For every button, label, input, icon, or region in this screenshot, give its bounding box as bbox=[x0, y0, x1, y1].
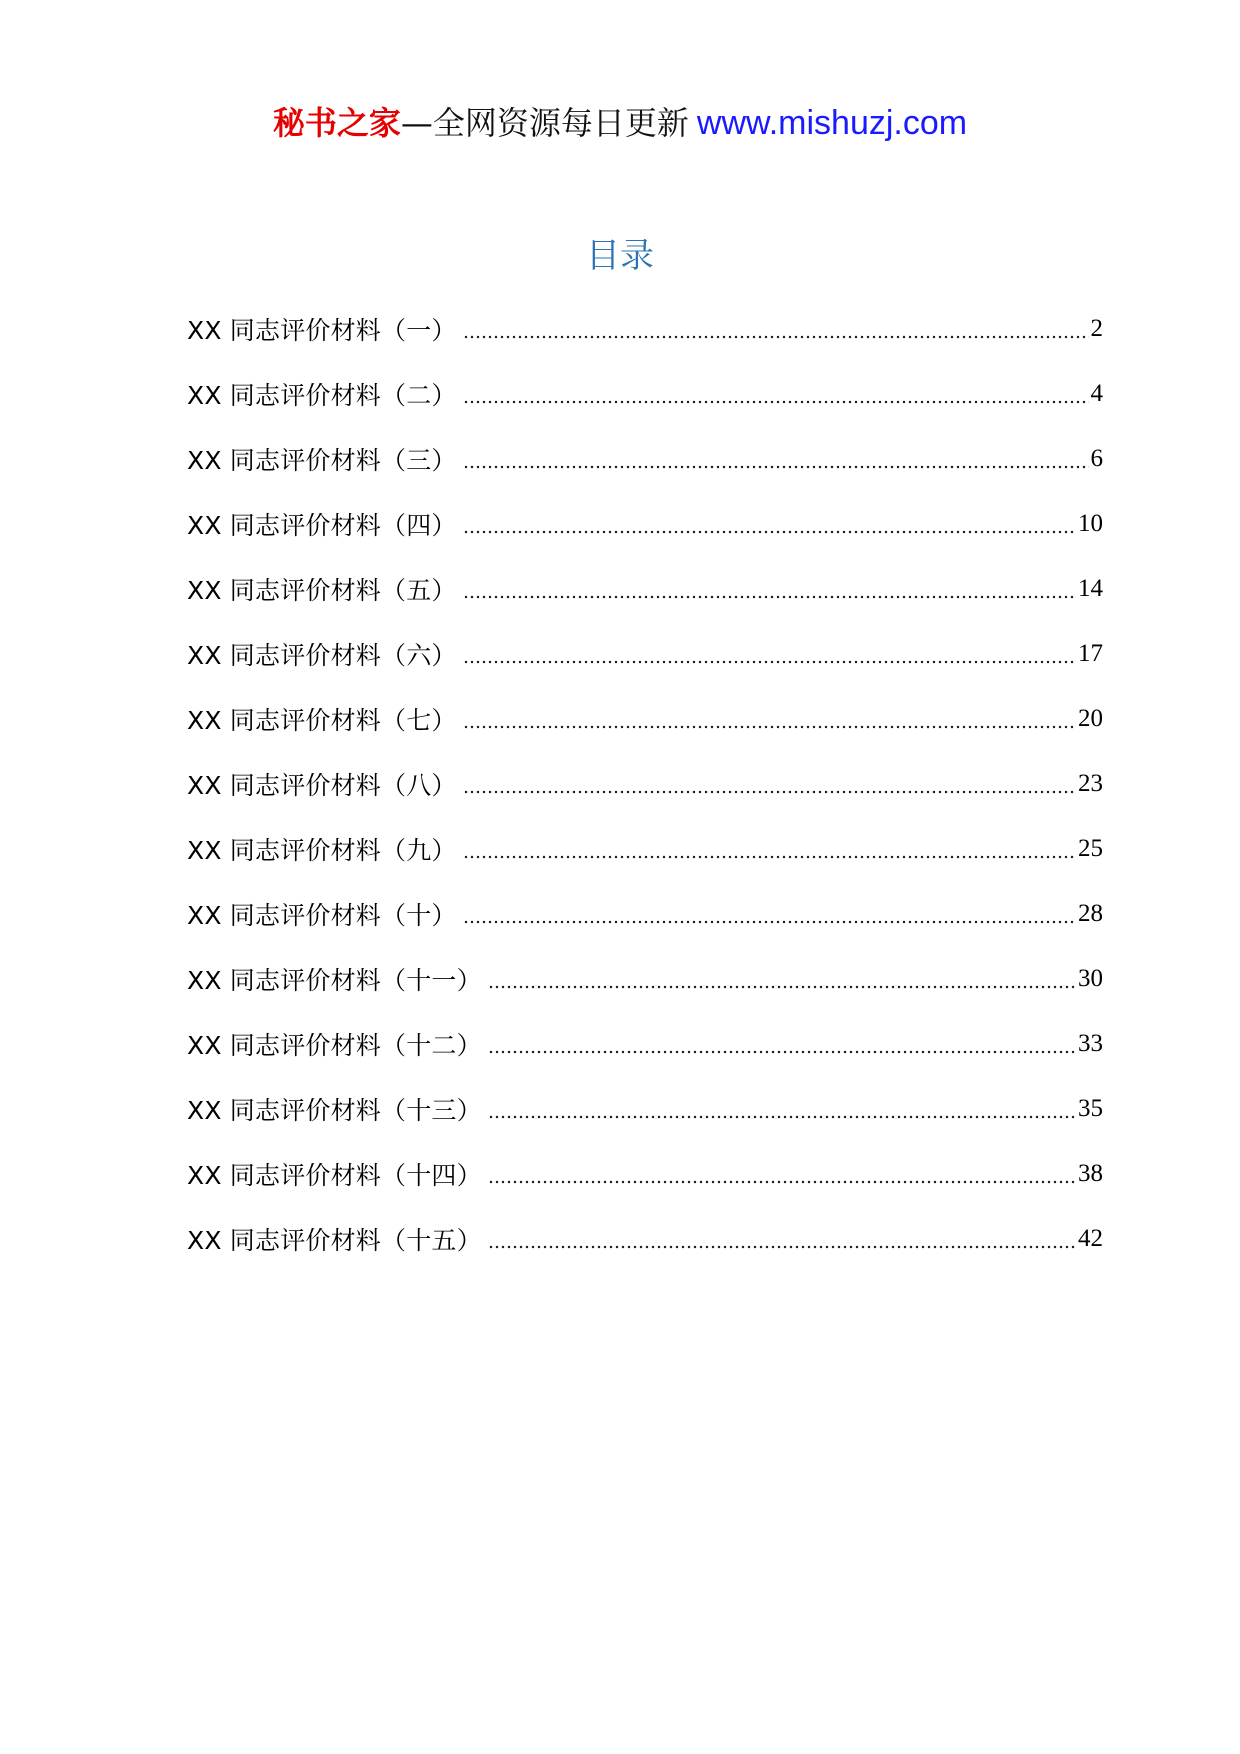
toc-page-number: 6 bbox=[1090, 444, 1103, 472]
toc-entry[interactable] bbox=[187, 751, 1103, 816]
toc-dot-leader bbox=[463, 324, 1089, 346]
toc-entry[interactable] bbox=[187, 491, 1103, 556]
toc-page-number: 14 bbox=[1078, 574, 1103, 602]
toc-dot-leader bbox=[463, 519, 1076, 541]
brand-name: 秘书之家 bbox=[272, 104, 401, 142]
toc-entry[interactable] bbox=[187, 1141, 1103, 1206]
toc-entry[interactable] bbox=[187, 1011, 1103, 1076]
toc-dot-leader bbox=[488, 1039, 1076, 1061]
toc-page-number: 28 bbox=[1078, 899, 1103, 927]
toc-dot-leader bbox=[463, 779, 1076, 801]
toc-entry[interactable] bbox=[187, 881, 1103, 946]
toc-page-number: 2 bbox=[1090, 314, 1103, 342]
site-header bbox=[0, 100, 1240, 146]
toc-entry[interactable] bbox=[187, 621, 1103, 686]
toc-page-number: 38 bbox=[1078, 1159, 1103, 1187]
toc-entry[interactable] bbox=[187, 686, 1103, 751]
toc-page-number: 20 bbox=[1078, 704, 1103, 732]
toc-entry-label: XX 同志评价材料（十五） bbox=[187, 1225, 482, 1255]
site-url-link[interactable]: www.mishuzj.com bbox=[696, 104, 968, 142]
toc-dot-leader bbox=[488, 1169, 1076, 1191]
toc-dot-leader bbox=[463, 454, 1089, 476]
toc-entry-label: XX 同志评价材料（四） bbox=[187, 510, 457, 540]
toc-entry-label: XX 同志评价材料（六） bbox=[187, 640, 457, 670]
toc-page-number: 10 bbox=[1078, 509, 1103, 537]
toc-dot-leader bbox=[463, 649, 1076, 671]
toc-page-number: 42 bbox=[1078, 1224, 1103, 1252]
toc-title: 目录 bbox=[586, 236, 654, 276]
toc-entry-label: XX 同志评价材料（十三） bbox=[187, 1095, 482, 1125]
toc-page-number: 30 bbox=[1078, 964, 1103, 992]
toc-entry[interactable] bbox=[187, 426, 1103, 491]
table-of-contents bbox=[187, 296, 1103, 1271]
toc-entry-label: XX 同志评价材料（二） bbox=[187, 380, 457, 410]
toc-dot-leader bbox=[463, 714, 1076, 736]
toc-dot-leader bbox=[463, 389, 1089, 411]
toc-entry-label: XX 同志评价材料（五） bbox=[187, 575, 457, 605]
toc-page-number: 17 bbox=[1078, 639, 1103, 667]
toc-dot-leader bbox=[463, 844, 1076, 866]
toc-entry-label: XX 同志评价材料（七） bbox=[187, 705, 457, 735]
toc-entry-label: XX 同志评价材料（八） bbox=[187, 770, 457, 800]
toc-entry[interactable] bbox=[187, 816, 1103, 881]
toc-entry[interactable] bbox=[187, 1206, 1103, 1271]
header-slogan: —全网资源每日更新 bbox=[400, 104, 689, 142]
toc-dot-leader bbox=[488, 1234, 1076, 1256]
toc-entry-label: XX 同志评价材料（十二） bbox=[187, 1030, 482, 1060]
toc-entry-label: XX 同志评价材料（三） bbox=[187, 445, 457, 475]
toc-entry[interactable] bbox=[187, 361, 1103, 426]
toc-page-number: 4 bbox=[1090, 379, 1103, 407]
toc-entry[interactable] bbox=[187, 556, 1103, 621]
toc-dot-leader bbox=[488, 974, 1076, 996]
toc-entry[interactable] bbox=[187, 946, 1103, 1011]
toc-entry-label: XX 同志评价材料（十一） bbox=[187, 965, 482, 995]
toc-page-number: 25 bbox=[1078, 834, 1103, 862]
toc-entry[interactable] bbox=[187, 296, 1103, 361]
toc-entry-label: XX 同志评价材料（一） bbox=[187, 315, 457, 345]
toc-entry-label: XX 同志评价材料（十四） bbox=[187, 1160, 482, 1190]
toc-page-number: 23 bbox=[1078, 769, 1103, 797]
toc-entry-label: XX 同志评价材料（十） bbox=[187, 900, 457, 930]
toc-entry-label: XX 同志评价材料（九） bbox=[187, 835, 457, 865]
toc-page-number: 33 bbox=[1078, 1029, 1103, 1057]
toc-entry[interactable] bbox=[187, 1076, 1103, 1141]
toc-dot-leader bbox=[488, 1104, 1076, 1126]
toc-dot-leader bbox=[463, 909, 1076, 931]
toc-page-number: 35 bbox=[1078, 1094, 1103, 1122]
toc-dot-leader bbox=[463, 584, 1076, 606]
